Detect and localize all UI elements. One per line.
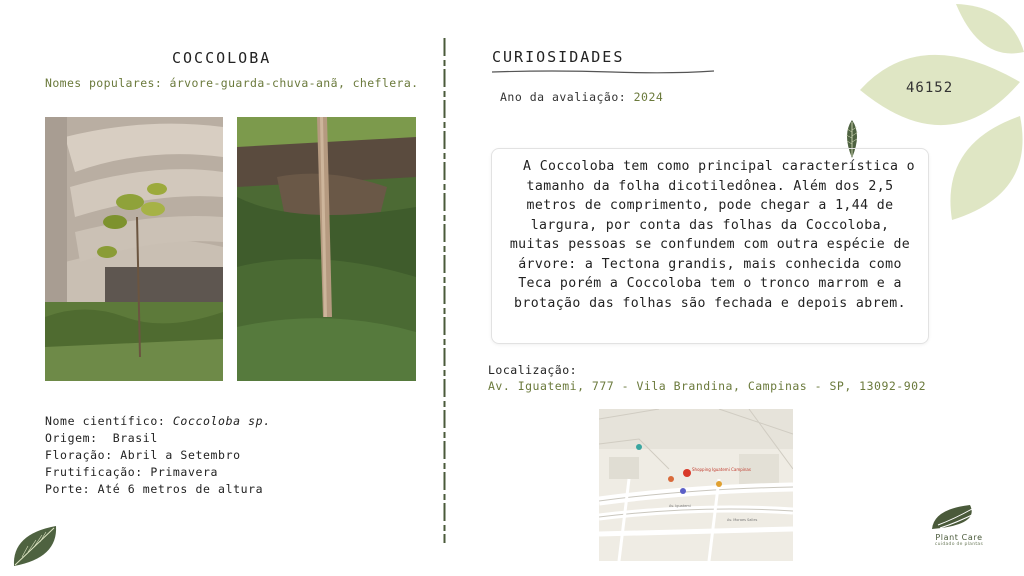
plant-photo-trunk	[237, 117, 416, 381]
year-label: Ano da avaliação:	[500, 90, 634, 104]
plant-code: 46152	[906, 80, 954, 96]
flowering-row: Floração: Abril a Setembro	[45, 448, 241, 462]
plant-title: COCCOLOBA	[172, 49, 272, 67]
map-label-shopping: Shopping Iguatemi Campinas	[692, 467, 751, 472]
plant-info	[45, 413, 271, 498]
location-address[interactable]: Av. Iguatemi, 777 - Vila Brandina, Campinas - SP, 13092-902	[488, 379, 926, 393]
leaf-icon	[12, 524, 60, 568]
divider	[443, 38, 446, 543]
map-label-moraes: Av. Moraes Salles	[727, 518, 758, 522]
description-text: A Coccoloba tem como principal característica o tamanho da folha dicotiledônea. Além dos 2,5 metros de comprimento, pode chegar a 1,44 de largura, por conta das folhas da Coccoloba, muitas pessoas se confundem com outra espécie de árvore: a Tectona grandis, mais conhecida como Teca porém a Coccoloba tem o tronco marrom e a brotação das folhas são fechada e depois abrem.	[509, 159, 915, 311]
logo-name: Plant Care	[935, 533, 983, 542]
size-row: Porte: Até 6 metros de altura	[45, 482, 264, 496]
title-underline	[492, 69, 714, 74]
evaluation-year	[500, 90, 663, 104]
map-label-iguatemi: Av. Iguatemi	[669, 504, 691, 508]
scientific-name-value: Coccoloba sp.	[172, 414, 271, 428]
origin-row: Origem: Brasil	[45, 431, 158, 445]
logo-tagline: cuidado de plantas	[934, 542, 984, 547]
fruiting-row: Frutificação: Primavera	[45, 465, 219, 479]
logo-leaf-icon	[924, 503, 994, 533]
plant-care-logo	[924, 503, 994, 547]
location-map[interactable]	[599, 409, 793, 561]
popular-names: Nomes populares: árvore-guarda-chuva-anã, cheflera.	[45, 76, 419, 90]
scientific-name-row	[45, 413, 271, 430]
plant-photo-building	[45, 117, 223, 381]
scientific-name-label: Nome científico:	[45, 414, 173, 428]
curiosities-title: CURIOSIDADES	[492, 48, 625, 66]
year-value: 2024	[633, 90, 664, 104]
decorative-leaves	[860, 4, 1024, 222]
location-label: Localização:	[488, 363, 578, 377]
